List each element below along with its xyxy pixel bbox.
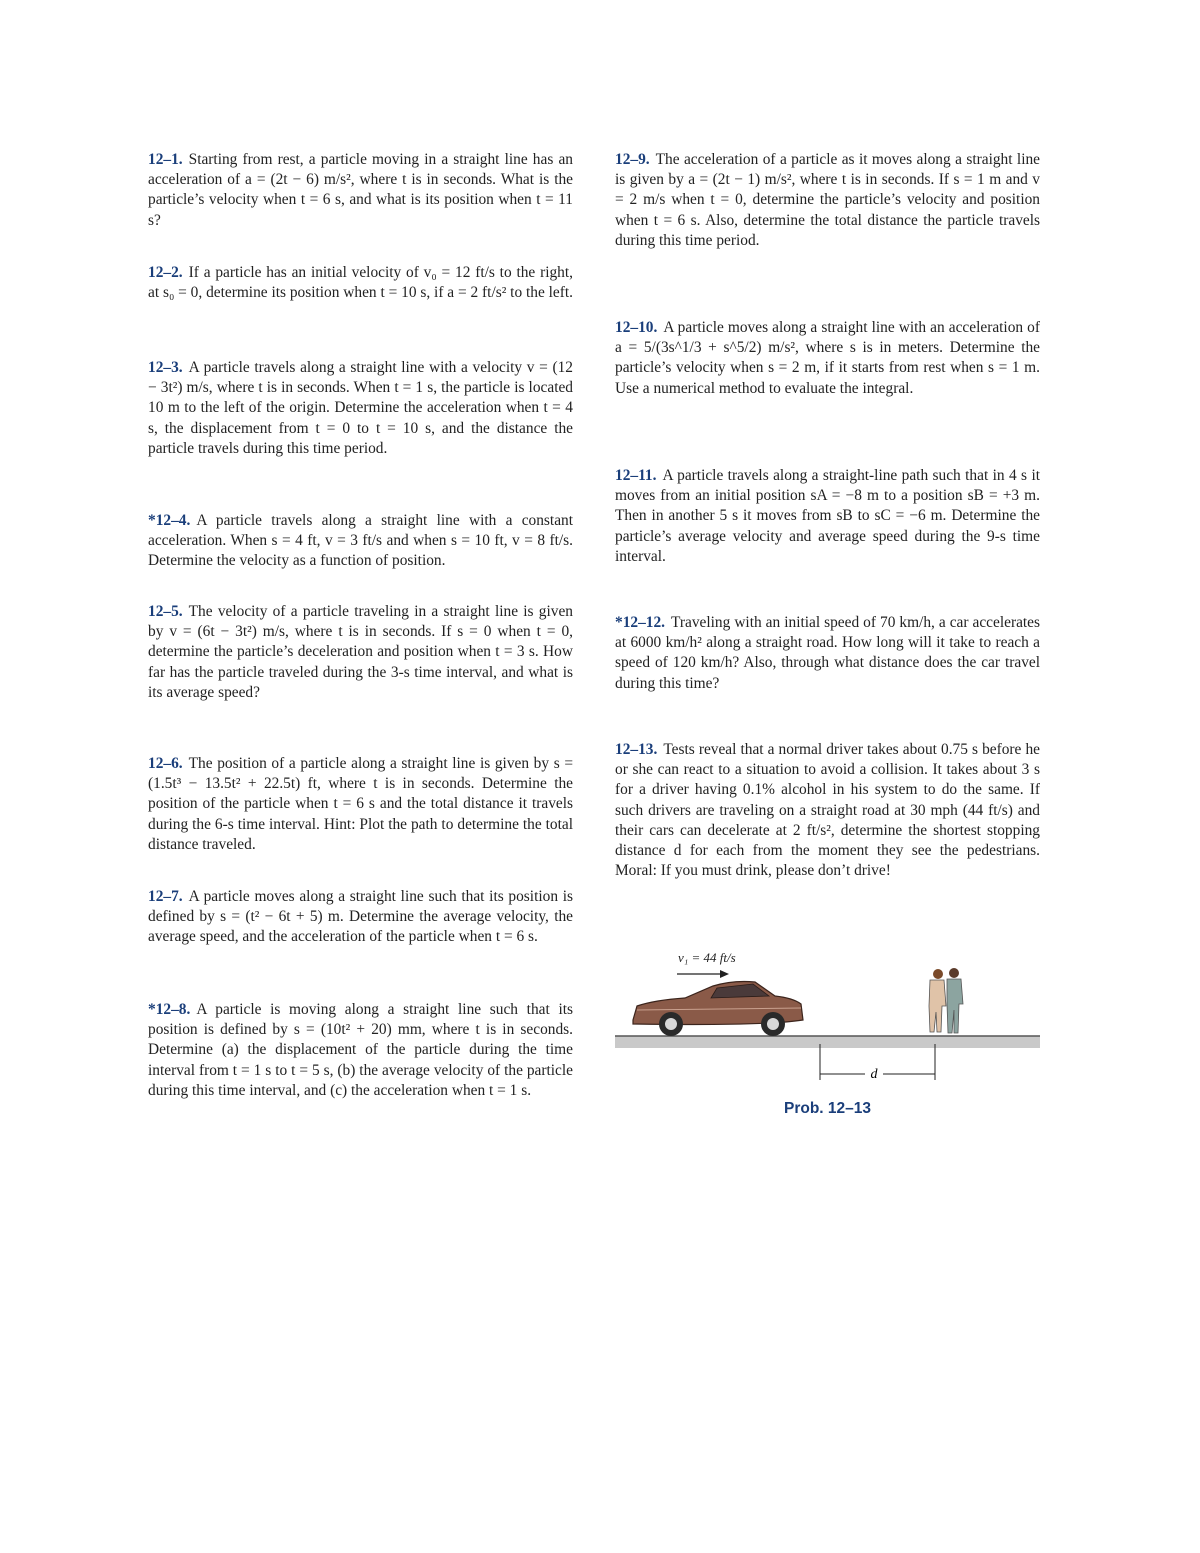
problem-12-7 xyxy=(148,887,573,948)
problem-text: Traveling with an initial speed of 70 km/h, a car accelerates at 6000 km/h² along a straight road. How long will it take to reach a speed of 120 km/h? Also, through what distance does the car travel during this time? xyxy=(615,614,1040,692)
problem-12-12 xyxy=(615,613,1040,694)
problem-text: A particle travels along a straight-line path such that in 4 s it moves from an initial position sA = −8 m to a position sB = +3 m. Then in another 5 s it moves from sB to sC = −6 m. Determine the particle’s average velocity and average speed during the 9-s time interval. xyxy=(615,467,1040,565)
problem-number: 12–7. xyxy=(148,888,183,905)
problem-text: Tests reveal that a normal driver takes about 0.75 s before he or she can react to a situation to avoid a collision. It takes about 3 s for a driver having 0.1% alcohol in his system to do the same. If such drivers are traveling on a straight road at 30 mph (44 ft/s) and their cars can decelerate at 2 ft/s², determine the shortest stopping distance d for each from the moment they see the pedestrians. Moral: If you must drink, please don’t drive! xyxy=(615,741,1040,880)
problem-12-5 xyxy=(148,602,573,703)
problem-text: The velocity of a particle traveling in a straight line is given by v = (6t − 3t²) m/s, where t is in seconds. If s = 0 when t = 0, determine the particle’s deceleration and position when t = 3 s. How far has the particle traveled during the 3-s time interval, and what is its average speed? xyxy=(148,603,573,701)
problem-number: 12–2. xyxy=(148,264,183,281)
problem-12-8 xyxy=(148,1000,573,1101)
problem-12-3 xyxy=(148,358,573,459)
problem-text: A particle moves along a straight line such that its position is defined by s = (t² − 6t + 5) m. Determine the average velocity, the average speed, and the acceleration of the particle when t = 6 s. xyxy=(148,888,573,946)
problem-text: The position of a particle along a straight line is given by s = (1.5t³ − 13.5t² + 22.5t) ft, where t is in seconds. Determine the position of the particle when t = 6 s and the total distance it travels during the 6-s time interval. Hint: Plot the path to determine the total distance traveled. xyxy=(148,755,573,853)
problem-12-13 xyxy=(615,740,1040,881)
problem-number: *12–4. xyxy=(148,512,191,529)
problem-number: 12–9. xyxy=(615,151,650,168)
problem-12-10 xyxy=(615,318,1040,399)
problem-number: 12–13. xyxy=(615,741,658,758)
velocity-arrow-icon xyxy=(677,970,729,978)
problem-12-9 xyxy=(615,150,1040,251)
problem-12-6 xyxy=(148,754,573,855)
problem-12-1 xyxy=(148,150,573,231)
problem-text: A particle travels along a straight line with a velocity v = (12 − 3t²) m/s, where t is in seconds. When t = 1 s, the particle is located 10 m to the left of the origin. Determine the acceleration when t = 4 s, the displacement from t = 0 to t = 10 s, and the distance the particle travels during this time period. xyxy=(148,359,573,457)
problem-text: A particle is moving along a straight line such that its position is defined by s = (10t² + 20) mm, where t is in seconds. Determine (a) the displacement of the particle during the time interval from t = 1 s to t = 5 s, (b) the average velocity of the particle during this time interval, and (c) the acceleration when t = 1 s. xyxy=(148,1001,573,1099)
pedestrians-icon xyxy=(929,968,963,1033)
velocity-label: v₁ = 44 ft/s xyxy=(678,950,736,965)
problem-12-11 xyxy=(615,466,1040,567)
problem-number: 12–6. xyxy=(148,755,183,772)
figure-caption: Prob. 12–13 xyxy=(783,1100,872,1117)
problem-number: 12–10. xyxy=(615,319,658,336)
problem-text: A particle travels along a straight line with a constant acceleration. When s = 4 ft, v = 3 ft/s and when s = 10 ft, v = 8 ft/s. Determine the velocity as a function of position. xyxy=(148,512,573,570)
problem-text: The acceleration of a particle as it moves along a straight line is given by a = (2t − 1) m/s², where t is in seconds. If s = 1 m and v = 2 m/s when t = 0, determine the particle’s velocity and position when t = 6 s. Also, determine the total distance the particle travels during this time period. xyxy=(615,151,1040,249)
problem-number: 12–3. xyxy=(148,359,183,376)
problem-number: 12–11. xyxy=(615,467,657,484)
distance-label: d xyxy=(870,1067,878,1082)
problem-number: *12–12. xyxy=(615,614,666,631)
figure-prob-12-13 xyxy=(615,940,1040,1130)
problem-number: *12–8. xyxy=(148,1001,191,1018)
problem-text: If a particle has an initial velocity of v₀ = 12 ft/s to the right, at s₀ = 0, determine its position when t = 10 s, if a = 2 ft/s² to the left. xyxy=(148,264,574,302)
ground xyxy=(615,1036,1040,1048)
problem-text: A particle moves along a straight line with an acceleration of a = 5/(3s^1/3 + s^5/2) m/s², where s is in meters. Determine the particle’s velocity when s = 2 m, if it starts from rest when s = 1 m. Use a numerical method to evaluate the integral. xyxy=(615,319,1040,397)
problem-number: 12–1. xyxy=(148,151,183,168)
problem-12-4 xyxy=(148,511,573,572)
distance-dimension xyxy=(820,1044,935,1082)
problem-text: Starting from rest, a particle moving in a straight line has an acceleration of a = (2t − 6) m/s², where t is in seconds. What is the particle’s velocity when t = 6 s, and what is its position when t = 11 s? xyxy=(148,151,573,229)
car-icon xyxy=(633,982,803,1037)
problem-12-2 xyxy=(148,263,573,303)
problem-number: 12–5. xyxy=(148,603,183,620)
